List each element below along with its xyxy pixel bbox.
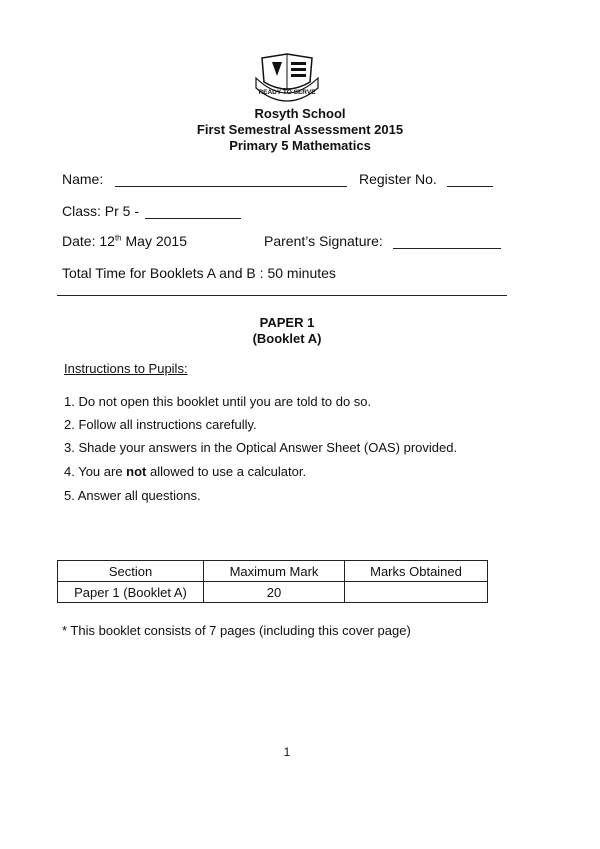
- booklet-title: (Booklet A): [252, 331, 322, 346]
- instruction-item: 2. Follow all instructions carefully.: [64, 417, 257, 432]
- divider-line: [57, 295, 507, 296]
- register-field: [359, 171, 493, 187]
- table-header-section: Section: [58, 561, 204, 582]
- register-label: Register No.: [359, 171, 437, 187]
- name-blank: [115, 172, 347, 187]
- date-field: [62, 233, 187, 249]
- class-label: Class: Pr 5 -: [62, 203, 140, 219]
- class-blank: [145, 204, 241, 219]
- date-ordinal: th: [114, 233, 122, 243]
- table-header-row: [58, 561, 488, 582]
- instruction-item: 3. Shade your answers in the Optical Answer Sheet (OAS) provided.: [64, 440, 458, 455]
- marks-table: [57, 560, 488, 603]
- total-time: Total Time for Booklets A and B : 50 minutes: [62, 265, 336, 281]
- register-blank: [447, 172, 493, 187]
- instruction-item: 5. Answer all questions.: [64, 488, 201, 503]
- table-cell-marks-obtained: [345, 582, 488, 603]
- date-label-pre: Date: 12: [62, 233, 115, 249]
- name-label: Name:: [62, 171, 104, 187]
- page-number: 1: [283, 745, 291, 759]
- table-cell-section: Paper 1 (Booklet A): [58, 582, 204, 603]
- parent-signature-blank: [393, 234, 501, 249]
- table-header-maximum-mark: Maximum Mark: [204, 561, 345, 582]
- table-cell-maximum-mark: 20: [204, 582, 345, 603]
- paper-title: PAPER 1: [259, 315, 315, 330]
- svg-text:READY TO SERVE: READY TO SERVE: [258, 89, 316, 96]
- name-field: [62, 171, 347, 187]
- table-header-marks-obtained: Marks Obtained: [345, 561, 488, 582]
- parent-signature-label: Parent’s Signature:: [264, 233, 383, 249]
- booklet-note: * This booklet consists of 7 pages (including this cover page): [62, 623, 411, 638]
- date-label-post: May 2015: [121, 233, 187, 249]
- table-row: [58, 582, 488, 603]
- instruction-item: 4. You are not allowed to use a calculator.: [64, 464, 307, 479]
- subject-title: Primary 5 Mathematics: [229, 138, 371, 153]
- instructions-title: Instructions to Pupils:: [64, 361, 188, 376]
- instruction-item: 1. Do not open this booklet until you are told to do so.: [64, 394, 372, 409]
- assessment-title: First Semestral Assessment 2015: [196, 122, 404, 137]
- parent-signature-field: [264, 233, 501, 249]
- school-crest-logo: [252, 52, 322, 104]
- school-name: Rosyth School: [254, 106, 346, 121]
- class-field: [62, 203, 241, 219]
